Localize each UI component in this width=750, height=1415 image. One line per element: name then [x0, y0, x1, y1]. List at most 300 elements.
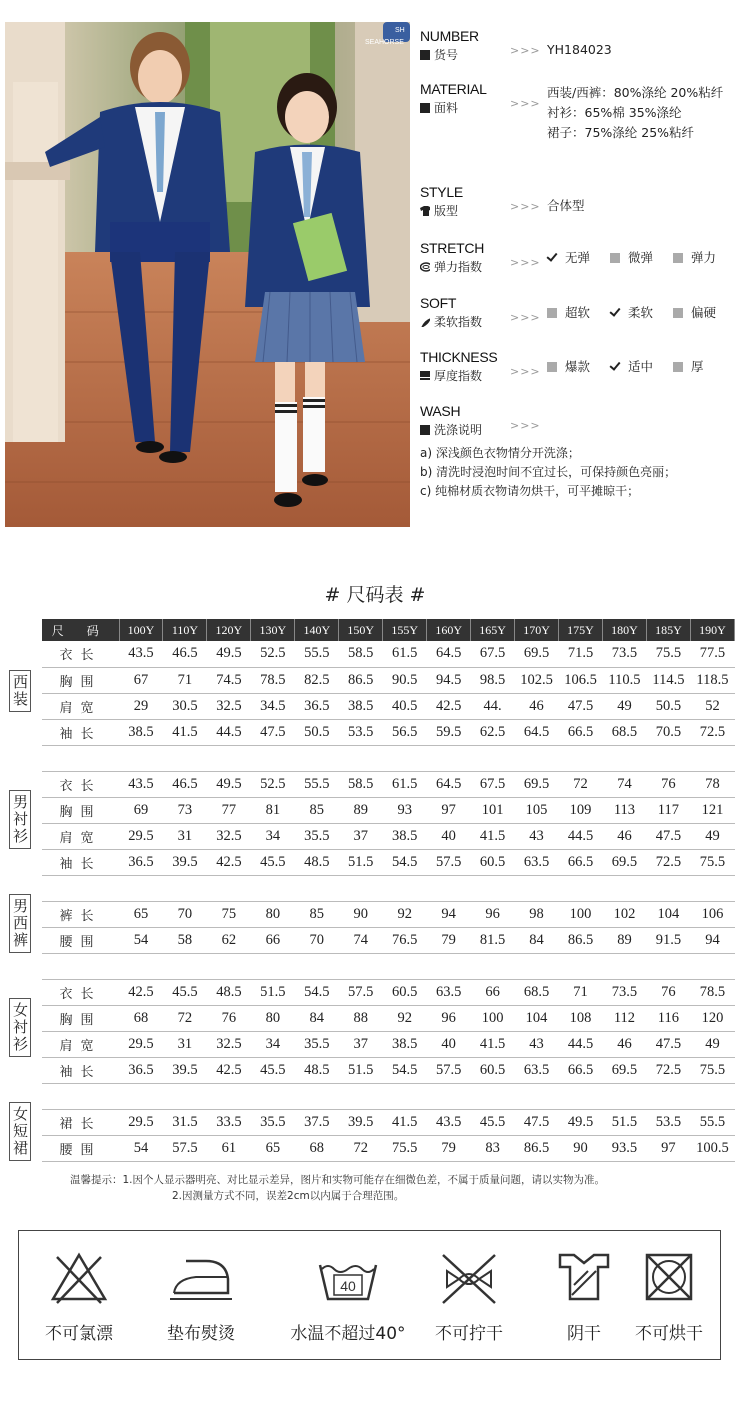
measure-label: 肩宽 — [42, 823, 119, 849]
measure-label: 衣长 — [42, 641, 119, 667]
size-value-cell: 72.5 — [690, 719, 734, 745]
size-value-cell: 65 — [251, 1135, 295, 1161]
size-row — [42, 771, 735, 797]
spec-en-label: THICKNESS — [420, 349, 498, 365]
size-header-label: 尺 码 — [42, 619, 119, 641]
option-medium: 适中 — [610, 357, 653, 377]
size-value-cell: 43 — [515, 1031, 559, 1057]
unchecked-box-icon — [673, 253, 683, 263]
unchecked-box-icon — [673, 362, 683, 372]
size-value-cell: 81.5 — [471, 927, 515, 953]
size-value-cell: 75.5 — [690, 1057, 734, 1083]
size-value-cell: 29.5 — [119, 1109, 163, 1135]
size-value-cell: 69 — [119, 797, 163, 823]
size-header-cell: 110Y — [163, 619, 207, 641]
size-value-cell: 75.5 — [383, 1135, 427, 1161]
size-value-cell: 73.5 — [602, 641, 646, 667]
spring-icon — [420, 262, 430, 272]
size-value-cell: 39.5 — [163, 1057, 207, 1083]
size-value-cell: 53.5 — [339, 719, 383, 745]
size-value-cell: 29.5 — [119, 1031, 163, 1057]
size-value-cell: 100.5 — [690, 1135, 734, 1161]
measure-label: 腰围 — [42, 1135, 119, 1161]
size-value-cell: 94 — [690, 927, 734, 953]
size-value-cell: 47.5 — [251, 719, 295, 745]
size-value-cell: 50.5 — [295, 719, 339, 745]
product-photo — [5, 22, 410, 527]
size-value-cell: 84 — [295, 1005, 339, 1031]
care-iron-with-cloth: 垫布熨烫 — [146, 1249, 256, 1344]
size-row — [42, 849, 735, 875]
size-value-cell: 117 — [646, 797, 690, 823]
size-value-cell: 36.5 — [119, 849, 163, 875]
size-value-cell: 76 — [646, 979, 690, 1005]
size-value-cell: 45.5 — [251, 1057, 295, 1083]
size-value-cell: 80 — [251, 901, 295, 927]
size-value-cell: 79 — [427, 1135, 471, 1161]
size-value-cell: 62 — [207, 927, 251, 953]
size-value-cell: 54 — [119, 927, 163, 953]
size-value-cell: 65 — [119, 901, 163, 927]
size-value-cell: 30.5 — [163, 693, 207, 719]
size-header-cell: 165Y — [471, 619, 515, 641]
arrows: >>> — [510, 256, 541, 269]
size-row — [42, 901, 735, 927]
care-wash-40: 40 水温不超过40° — [282, 1249, 414, 1344]
size-value-cell: 67 — [119, 667, 163, 693]
size-value-cell: 61.5 — [383, 771, 427, 797]
size-value-cell: 82.5 — [295, 667, 339, 693]
size-value-cell: 86.5 — [515, 1135, 559, 1161]
size-value-cell: 108 — [559, 1005, 603, 1031]
size-row — [42, 1135, 735, 1161]
size-row — [42, 719, 735, 745]
wash-note: b) 清洗时浸泡时间不宜过长，可保持颜色亮丽； — [420, 465, 677, 479]
care-symbols-panel — [18, 1230, 721, 1360]
size-value-cell: 78 — [690, 771, 734, 797]
size-row — [42, 641, 735, 667]
size-value-cell: 43 — [515, 823, 559, 849]
group-spacer — [42, 953, 735, 979]
size-value-cell: 70 — [163, 901, 207, 927]
size-value-cell: 62.5 — [471, 719, 515, 745]
size-value-cell: 38.5 — [339, 693, 383, 719]
size-value-cell: 34 — [251, 823, 295, 849]
measure-label: 衣长 — [42, 771, 119, 797]
size-value-cell: 58.5 — [339, 641, 383, 667]
size-value-cell: 106.5 — [559, 667, 603, 693]
size-value-cell: 46.5 — [163, 641, 207, 667]
size-value-cell: 75.5 — [690, 849, 734, 875]
size-value-cell: 71.5 — [559, 641, 603, 667]
size-value-cell: 46 — [602, 1031, 646, 1057]
size-value-cell: 80 — [251, 1005, 295, 1031]
stretch-options — [547, 248, 732, 269]
size-value-cell: 70.5 — [646, 719, 690, 745]
spec-en-label: WASH — [420, 403, 461, 419]
size-value-cell: 31.5 — [163, 1109, 207, 1135]
spec-soft — [420, 295, 750, 335]
size-header-cell: 170Y — [515, 619, 559, 641]
size-value-cell: 68.5 — [602, 719, 646, 745]
size-value-cell: 61.5 — [383, 641, 427, 667]
size-value-cell: 38.5 — [119, 719, 163, 745]
measure-label: 肩宽 — [42, 1031, 119, 1057]
size-chart-table — [42, 619, 735, 1162]
size-row — [42, 979, 735, 1005]
spec-en-label: STYLE — [420, 184, 463, 200]
size-value-cell: 88 — [339, 1005, 383, 1031]
size-value-cell: 55.5 — [295, 641, 339, 667]
size-value-cell: 61 — [207, 1135, 251, 1161]
size-value-cell: 90 — [339, 901, 383, 927]
size-value-cell: 69.5 — [602, 1057, 646, 1083]
size-value-cell: 31 — [163, 1031, 207, 1057]
size-value-cell: 50.5 — [646, 693, 690, 719]
size-value-cell: 60.5 — [383, 979, 427, 1005]
size-value-cell: 47.5 — [646, 823, 690, 849]
size-value-cell: 58.5 — [339, 771, 383, 797]
size-row — [42, 1109, 735, 1135]
arrows: >>> — [510, 311, 541, 324]
size-value-cell: 41.5 — [471, 823, 515, 849]
option-soft: 柔软 — [610, 303, 653, 323]
size-value-cell: 79 — [427, 927, 471, 953]
spec-material — [420, 81, 750, 151]
measure-label: 胸围 — [42, 667, 119, 693]
size-header-cell: 180Y — [602, 619, 646, 641]
wash-40-icon — [316, 1249, 380, 1305]
size-value-cell: 54.5 — [295, 979, 339, 1005]
size-value-cell: 51.5 — [339, 1057, 383, 1083]
size-value-cell: 29.5 — [119, 823, 163, 849]
no-tumble-dry-icon — [641, 1249, 697, 1305]
size-value-cell: 92 — [383, 1005, 427, 1031]
wash-notes — [420, 444, 750, 501]
size-value-cell: 36.5 — [295, 693, 339, 719]
size-value-cell: 66.5 — [559, 1057, 603, 1083]
spec-number — [420, 28, 750, 78]
no-bleach-icon — [49, 1249, 109, 1305]
size-value-cell: 86.5 — [339, 667, 383, 693]
size-value-cell: 52 — [690, 693, 734, 719]
spec-en-label: NUMBER — [420, 28, 479, 44]
thickness-options — [547, 357, 720, 378]
size-value-cell: 64.5 — [515, 719, 559, 745]
spec-stretch — [420, 240, 750, 280]
size-value-cell: 35.5 — [295, 1031, 339, 1057]
size-value-cell: 81 — [251, 797, 295, 823]
size-value-cell: 67.5 — [471, 771, 515, 797]
size-value-cell: 57.5 — [163, 1135, 207, 1161]
size-value-cell: 102.5 — [515, 667, 559, 693]
shirt-icon — [420, 206, 430, 216]
unchecked-box-icon — [610, 253, 620, 263]
size-value-cell: 33.5 — [207, 1109, 251, 1135]
spec-style — [420, 184, 750, 224]
arrows: >>> — [510, 365, 541, 378]
size-value-cell: 63.5 — [515, 849, 559, 875]
size-value-cell: 44. — [471, 693, 515, 719]
size-value-cell: 66.5 — [559, 719, 603, 745]
size-value-cell: 48.5 — [207, 979, 251, 1005]
option-stretch: 弹力 — [673, 248, 716, 268]
seahorse-sign: SEAHORSE — [365, 39, 404, 46]
size-value-cell: 98 — [515, 901, 559, 927]
size-row — [42, 667, 735, 693]
size-value-cell: 72.5 — [646, 849, 690, 875]
size-value-cell: 51.5 — [602, 1109, 646, 1135]
spec-value: YH184023 — [547, 42, 612, 57]
size-value-cell: 41.5 — [163, 719, 207, 745]
size-header-cell: 140Y — [295, 619, 339, 641]
size-value-cell: 77.5 — [690, 641, 734, 667]
spec-en-label: MATERIAL — [420, 81, 487, 97]
size-value-cell: 116 — [646, 1005, 690, 1031]
size-value-cell: 45.5 — [163, 979, 207, 1005]
care-no-wring: 不可拧干 — [414, 1249, 524, 1344]
spec-value — [547, 83, 723, 143]
size-value-cell: 94.5 — [427, 667, 471, 693]
spec-cn-label: 货号 — [434, 48, 459, 62]
square-icon — [420, 103, 430, 113]
unchecked-box-icon — [547, 362, 557, 372]
measure-label: 袖长 — [42, 1057, 119, 1083]
size-value-cell: 91.5 — [646, 927, 690, 953]
size-value-cell: 38.5 — [383, 1031, 427, 1057]
size-value-cell: 73.5 — [602, 979, 646, 1005]
size-value-cell: 44.5 — [559, 823, 603, 849]
measure-label: 胸围 — [42, 1005, 119, 1031]
arrows: >>> — [510, 44, 541, 57]
size-value-cell: 78.5 — [690, 979, 734, 1005]
size-value-cell: 92 — [383, 901, 427, 927]
size-value-cell: 35.5 — [295, 823, 339, 849]
size-row — [42, 1031, 735, 1057]
size-value-cell: 78.5 — [251, 667, 295, 693]
size-value-cell: 71 — [163, 667, 207, 693]
measure-label: 胸围 — [42, 797, 119, 823]
size-row — [42, 1057, 735, 1083]
temperature-label: 40 — [340, 1278, 356, 1294]
option-super-soft: 超软 — [547, 303, 590, 323]
size-value-cell: 105 — [515, 797, 559, 823]
size-value-cell: 37 — [339, 1031, 383, 1057]
size-value-cell: 74 — [602, 771, 646, 797]
size-value-cell: 83 — [471, 1135, 515, 1161]
size-value-cell: 69.5 — [602, 849, 646, 875]
size-value-cell: 57.5 — [339, 979, 383, 1005]
size-value-cell: 93 — [383, 797, 427, 823]
care-shade-dry: 阴干 — [529, 1249, 639, 1344]
feather-icon — [420, 317, 430, 327]
size-value-cell: 43.5 — [119, 641, 163, 667]
size-value-cell: 34.5 — [251, 693, 295, 719]
size-value-cell: 44.5 — [559, 1031, 603, 1057]
size-value-cell: 68.5 — [515, 979, 559, 1005]
size-header-cell: 100Y — [119, 619, 163, 641]
material-line: 裙子：75%涤纶 25%粘纤 — [547, 125, 695, 140]
size-row — [42, 693, 735, 719]
size-value-cell: 38.5 — [383, 823, 427, 849]
tip-line-1: 温馨提示：1.因个人显示器明亮、对比显示差异，图片和实物可能存在细微色差，不属于质量问题，请以实物为准。 — [70, 1174, 606, 1186]
size-value-cell: 63.5 — [515, 1057, 559, 1083]
arrows: >>> — [510, 200, 541, 213]
size-value-cell: 36.5 — [119, 1057, 163, 1083]
size-value-cell: 47.5 — [559, 693, 603, 719]
size-value-cell: 72 — [559, 771, 603, 797]
size-value-cell: 49.5 — [207, 771, 251, 797]
size-header-cell: 190Y — [690, 619, 734, 641]
size-value-cell: 90 — [559, 1135, 603, 1161]
no-wring-icon — [437, 1249, 501, 1305]
spec-wash — [420, 403, 750, 443]
size-value-cell: 69.5 — [515, 771, 559, 797]
option-thick: 厚 — [673, 357, 704, 377]
size-value-cell: 72 — [339, 1135, 383, 1161]
size-value-cell: 35.5 — [251, 1109, 295, 1135]
size-value-cell: 74.5 — [207, 667, 251, 693]
size-value-cell: 97 — [646, 1135, 690, 1161]
wash-note: c) 纯棉材质衣物请勿烘干，可平摊晾干； — [420, 484, 640, 498]
size-header-cell: 155Y — [383, 619, 427, 641]
size-value-cell: 71 — [559, 979, 603, 1005]
size-value-cell: 85 — [295, 797, 339, 823]
size-value-cell: 40 — [427, 823, 471, 849]
size-value-cell: 75.5 — [646, 641, 690, 667]
size-value-cell: 113 — [602, 797, 646, 823]
spec-cn-label: 柔软指数 — [434, 315, 483, 329]
arrows: >>> — [510, 419, 541, 432]
size-value-cell: 64.5 — [427, 771, 471, 797]
size-value-cell: 43.5 — [427, 1109, 471, 1135]
measure-label: 肩宽 — [42, 693, 119, 719]
size-value-cell: 48.5 — [295, 849, 339, 875]
size-value-cell: 54.5 — [383, 849, 427, 875]
size-value-cell: 51.5 — [251, 979, 295, 1005]
size-value-cell: 76.5 — [383, 927, 427, 953]
size-value-cell: 54.5 — [383, 1057, 427, 1083]
size-value-cell: 29 — [119, 693, 163, 719]
size-row — [42, 823, 735, 849]
group-spacer — [42, 1083, 735, 1109]
size-value-cell: 52.5 — [251, 771, 295, 797]
size-value-cell: 45.5 — [471, 1109, 515, 1135]
size-row — [42, 927, 735, 953]
size-value-cell: 100 — [559, 901, 603, 927]
size-header-row — [42, 619, 735, 641]
size-value-cell: 48.5 — [295, 1057, 339, 1083]
spec-en-label: STRETCH — [420, 240, 485, 256]
material-line: 衬衫：65%棉 35%涤纶 — [547, 105, 682, 120]
size-value-cell: 41.5 — [383, 1109, 427, 1135]
layer-icon — [420, 371, 430, 381]
size-value-cell: 70 — [295, 927, 339, 953]
arrows: >>> — [510, 97, 541, 110]
group-label: 西装 — [9, 670, 31, 712]
size-value-cell: 90.5 — [383, 667, 427, 693]
size-value-cell: 109 — [559, 797, 603, 823]
size-value-cell: 63.5 — [427, 979, 471, 1005]
size-header-cell: 175Y — [559, 619, 603, 641]
size-value-cell: 94 — [427, 901, 471, 927]
shade-dry-icon — [556, 1249, 612, 1305]
size-value-cell: 42.5 — [207, 849, 251, 875]
measure-label: 裤长 — [42, 901, 119, 927]
size-value-cell: 66.5 — [559, 849, 603, 875]
size-value-cell: 49 — [602, 693, 646, 719]
checked-box-icon — [610, 308, 620, 318]
group-label: 男衬衫 — [9, 790, 31, 849]
size-value-cell: 84 — [515, 927, 559, 953]
option-slight-stretch: 微弹 — [610, 248, 653, 268]
size-value-cell: 31 — [163, 823, 207, 849]
measure-label: 袖长 — [42, 849, 119, 875]
size-row — [42, 1005, 735, 1031]
size-value-cell: 68 — [295, 1135, 339, 1161]
group-label: 女短裙 — [9, 1102, 31, 1161]
size-value-cell: 46 — [515, 693, 559, 719]
size-value-cell: 114.5 — [646, 667, 690, 693]
size-value-cell: 53.5 — [646, 1109, 690, 1135]
size-value-cell: 49.5 — [559, 1109, 603, 1135]
iron-with-cloth-icon — [166, 1249, 236, 1305]
group-spacer — [42, 875, 735, 901]
size-value-cell: 96 — [471, 901, 515, 927]
size-value-cell: 42.5 — [427, 693, 471, 719]
size-value-cell: 97 — [427, 797, 471, 823]
size-value-cell: 89 — [602, 927, 646, 953]
size-value-cell: 66 — [471, 979, 515, 1005]
size-value-cell: 49.5 — [207, 641, 251, 667]
size-value-cell: 64.5 — [427, 641, 471, 667]
group-label: 男西裤 — [9, 894, 31, 953]
spec-cn-label: 面料 — [434, 101, 459, 115]
size-value-cell: 76 — [646, 771, 690, 797]
size-value-cell: 44.5 — [207, 719, 251, 745]
size-value-cell: 104 — [646, 901, 690, 927]
size-value-cell: 40 — [427, 1031, 471, 1057]
size-value-cell: 72 — [163, 1005, 207, 1031]
size-value-cell: 46 — [602, 823, 646, 849]
size-value-cell: 77 — [207, 797, 251, 823]
size-value-cell: 54 — [119, 1135, 163, 1161]
checked-box-icon — [547, 253, 557, 263]
measure-label: 袖长 — [42, 719, 119, 745]
size-value-cell: 60.5 — [471, 849, 515, 875]
size-value-cell: 74 — [339, 927, 383, 953]
spec-cn-label: 弹力指数 — [434, 260, 483, 274]
size-value-cell: 121 — [690, 797, 734, 823]
size-value-cell: 40.5 — [383, 693, 427, 719]
care-no-tumble-dry: 不可烘干 — [614, 1249, 724, 1344]
size-value-cell: 89 — [339, 797, 383, 823]
size-value-cell: 66 — [251, 927, 295, 953]
size-value-cell: 42.5 — [207, 1057, 251, 1083]
size-value-cell: 96 — [427, 1005, 471, 1031]
size-header-cell: 185Y — [646, 619, 690, 641]
size-header-cell: 130Y — [251, 619, 295, 641]
size-value-cell: 43.5 — [119, 771, 163, 797]
size-value-cell: 58 — [163, 927, 207, 953]
group-spacer — [42, 745, 735, 771]
size-value-cell: 76 — [207, 1005, 251, 1031]
size-value-cell: 37.5 — [295, 1109, 339, 1135]
size-value-cell: 104 — [515, 1005, 559, 1031]
wash-note: a) 深浅颜色衣物情分开洗涤； — [420, 446, 580, 460]
size-value-cell: 32.5 — [207, 693, 251, 719]
size-value-cell: 69.5 — [515, 641, 559, 667]
